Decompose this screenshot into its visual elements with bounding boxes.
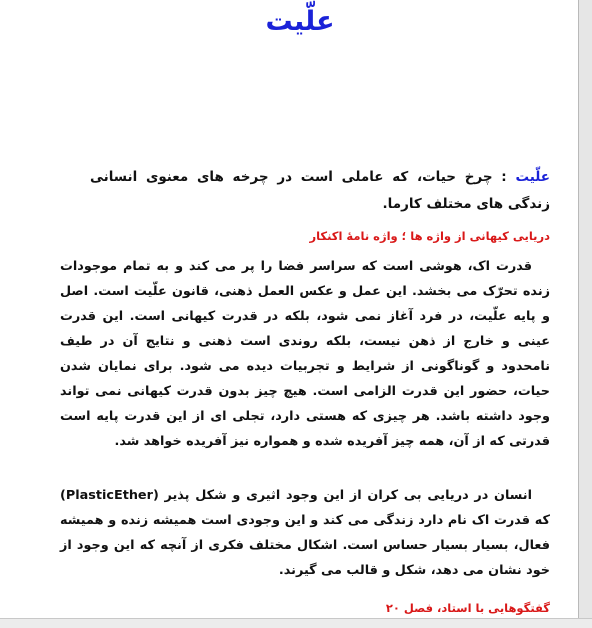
definition-colon: : <box>492 169 516 185</box>
definition-paragraph <box>90 164 550 218</box>
definition-text: چرخ حیات، که عاملی است در چرخه های معنوی انسانی زندگی های مختلف کارما. <box>90 169 550 212</box>
body-paragraph-1: قدرت اک، هوشی است که سراسر فضا را پر می کند و به تمام موجودات زنده تحرّک می بخشد. این عمل و عکس العمل ذهنی، قانون علّیت است. اصل و پایه علّیت، در فرد آغاز نمی شود، بلکه در قدرت کیهانی است. این قدرت عینی و خارج از ذهن نیست، بلکه روندی است ذهنی و نتایج آن در طیف نامحدود و گوناگونی از شرایط و تجربیات دیده می شود. برای نمایان شدن حیات، حضور این قدرت الزامی است. هیچ چیز بدون قدرت کیهانی نمی تواند وجود داشته باشد. هر چیزی که هستی دارد، تجلی ای از این قدرت پایه است قدرتی که از آن، همه چیز آفریده شده و همواره نیز آفریده خواهد شد. <box>60 259 550 449</box>
document-page <box>50 0 550 618</box>
definition-term: علّیت <box>515 169 550 185</box>
page-right-edge <box>578 0 592 628</box>
source-citation-2: گفتگوهایی با استاد، فصل ۲۰ <box>385 601 550 615</box>
page-title: علّیت <box>265 6 335 37</box>
page-bottom-edge <box>0 618 592 628</box>
body-paragraph-2: انسان در دریایی بی کران از این وجود اثیری و شکل پذیر (PlasticEther) که قدرت اک نام دارد زندگی می کند و این وجودی است همیشه زنده و همیشه فعال، بسیار بسیار حساس است. اشکال مختلف فکری از آنچه که این وجود از خود نشان می دهد، شکل و قالب می گیرند. <box>60 488 550 578</box>
source-citation-1: دریایی کیهانی از واژه ها ؛ واژه نامهٔ اکنکار <box>309 229 550 243</box>
